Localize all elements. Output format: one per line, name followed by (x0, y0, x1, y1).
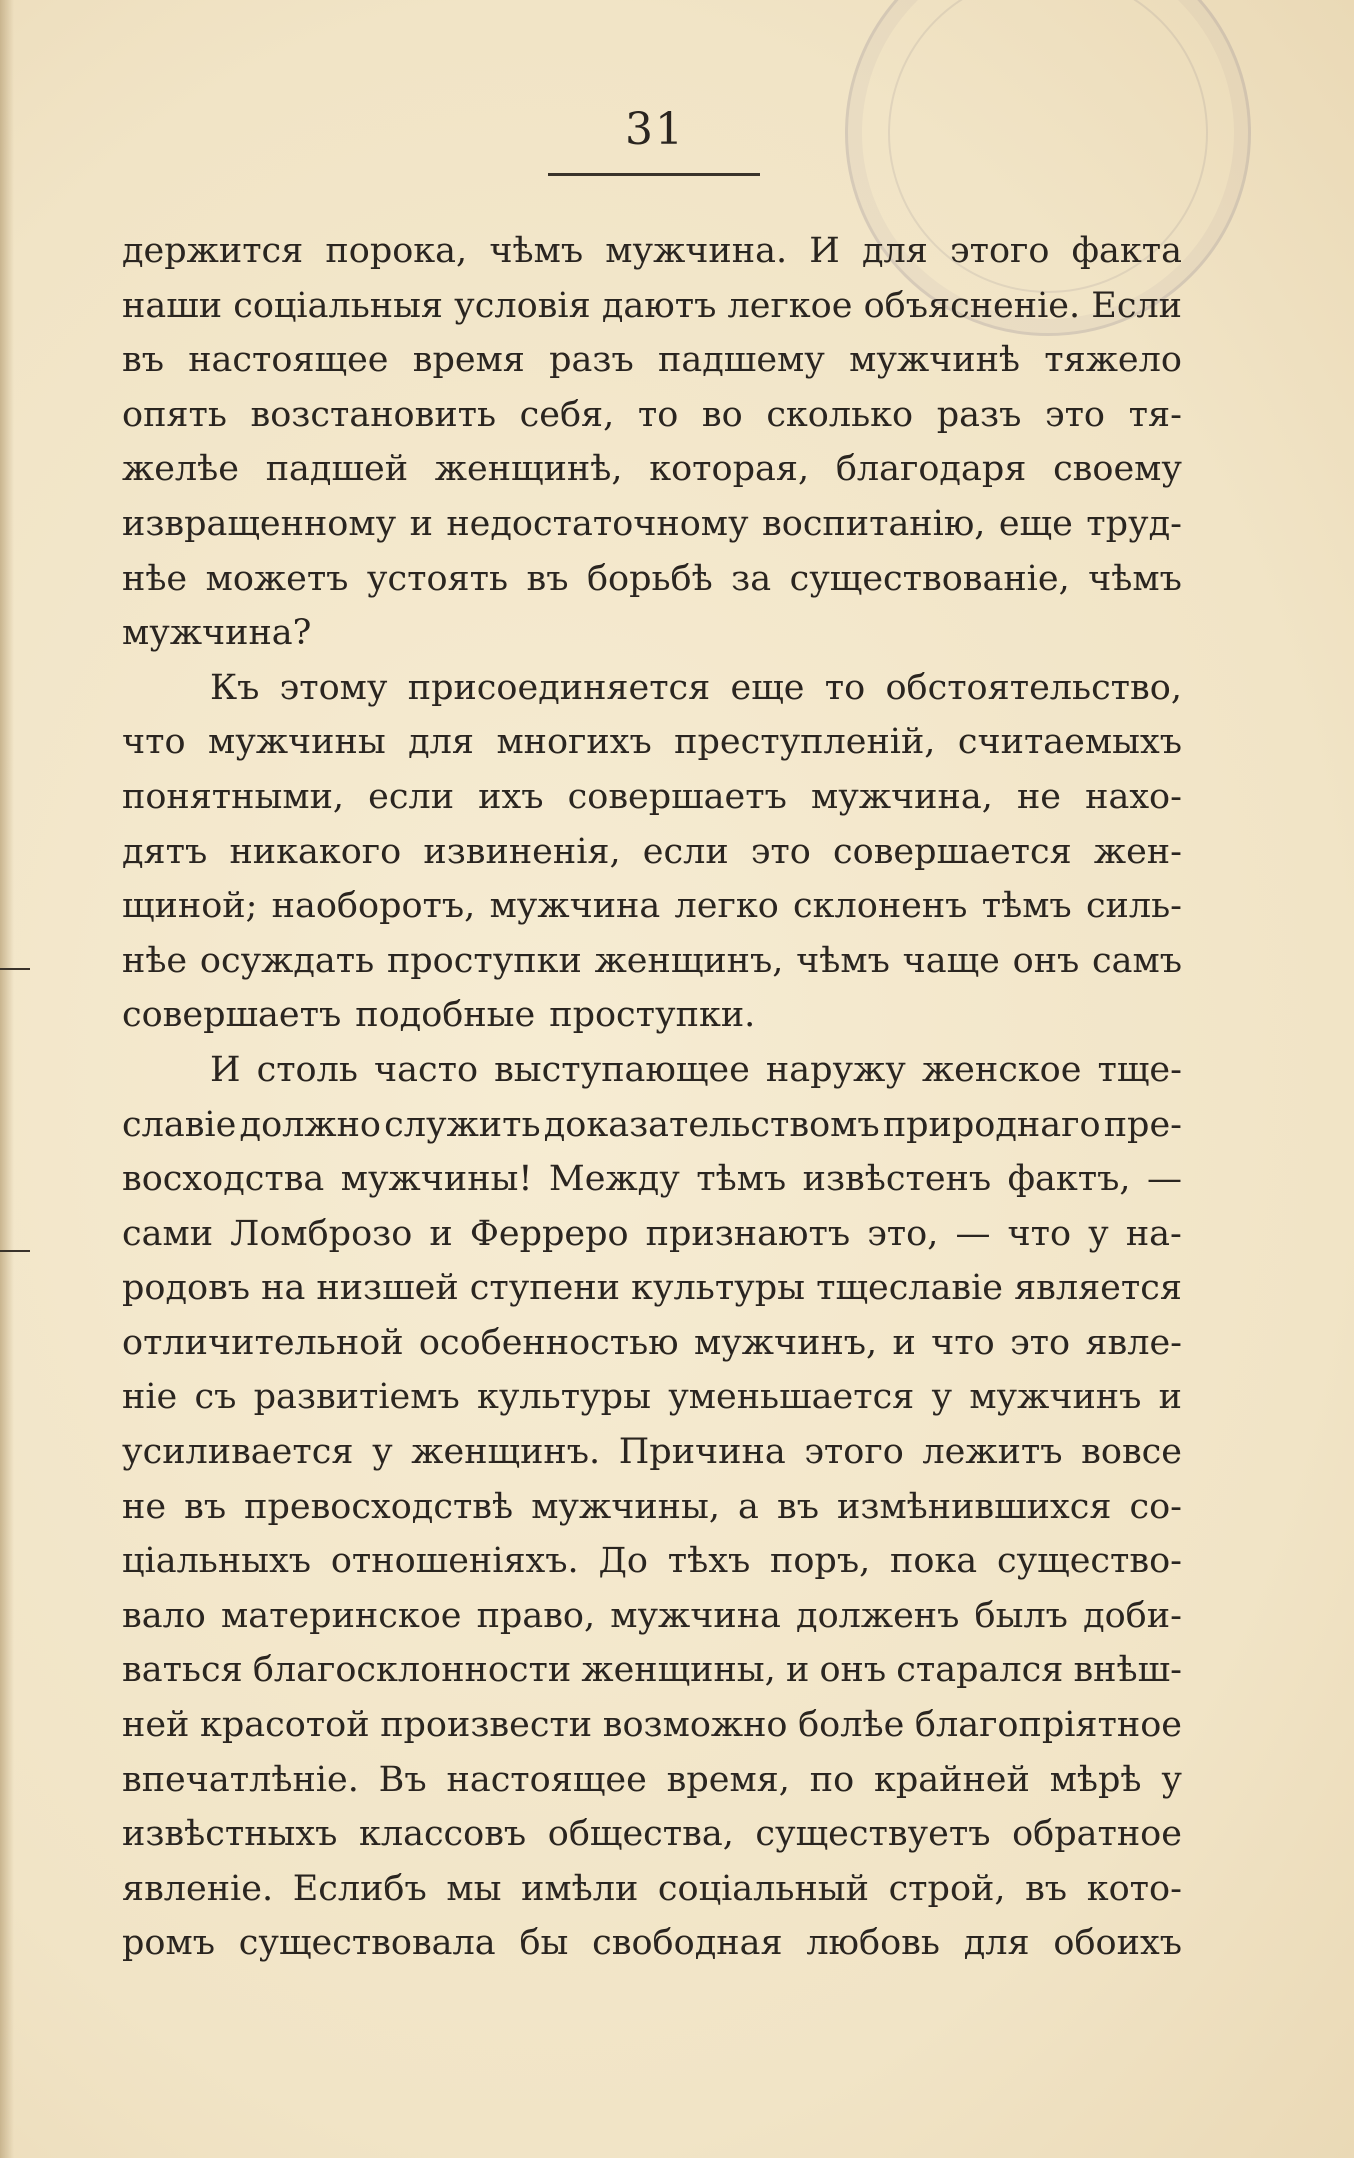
word: ваться (122, 1650, 243, 1691)
word: пре- (1103, 1104, 1182, 1145)
word: мужчинѣ (849, 340, 1021, 381)
word: если (642, 831, 729, 872)
word: Къ (210, 667, 260, 708)
text-line (122, 1425, 1182, 1480)
word: женщины, (581, 1650, 776, 1691)
word: мужчины, (531, 1486, 720, 1527)
text-line (122, 497, 1182, 552)
word: разъ (549, 340, 634, 381)
word: съ (194, 1377, 237, 1418)
word: служить (384, 1104, 541, 1145)
word: и (409, 503, 433, 544)
word: по (809, 1759, 855, 1800)
word: падшей (265, 449, 409, 490)
word: восходства (122, 1159, 325, 1200)
word: извращенному (122, 503, 397, 544)
word: явленіе. (122, 1868, 274, 1909)
word: себя, (519, 394, 615, 435)
text-line (122, 1370, 1182, 1425)
word: Ломброзо (230, 1213, 413, 1254)
text-line (122, 1043, 1182, 1098)
text-line (122, 1316, 1182, 1371)
word: для (861, 231, 928, 271)
word: мужчина. (605, 231, 788, 271)
word: ніе (122, 1377, 178, 1418)
word: внѣш- (1073, 1650, 1182, 1691)
word: дятъ (122, 831, 208, 872)
text-line (122, 1534, 1182, 1589)
word: природнаго (882, 1104, 1101, 1145)
word: время (412, 340, 525, 381)
word: красотой (199, 1705, 370, 1746)
word: еще (998, 503, 1073, 544)
word: на (261, 1268, 306, 1309)
word: тщеславіе (816, 1268, 1004, 1309)
word: своему (1053, 449, 1182, 490)
word: никакого (229, 831, 402, 872)
word: чѣмъ (796, 940, 890, 981)
word: недостаточному (446, 503, 749, 544)
text-line (122, 279, 1182, 334)
word: материнское (221, 1595, 462, 1636)
word: благопріятное (914, 1705, 1182, 1746)
word: соціальныя (233, 285, 444, 326)
word: ней (122, 1705, 190, 1746)
word: этого (804, 1432, 904, 1473)
word: женщинъ. (411, 1432, 601, 1473)
word: уменьшается (668, 1377, 915, 1418)
header-rule (548, 173, 760, 176)
word: ціальныхъ (122, 1541, 312, 1582)
word: разъ (936, 394, 1022, 435)
word: славіе (122, 1104, 237, 1145)
word: еще (730, 667, 805, 708)
body-text (122, 224, 1182, 1971)
word: понятными, (122, 776, 345, 817)
word: возстановить (250, 394, 497, 435)
text-line (122, 1152, 1182, 1207)
word: опять (122, 394, 227, 435)
word: Еслибъ (292, 1868, 427, 1909)
text-line (122, 224, 1182, 279)
word: соціальный (657, 1868, 869, 1909)
word: у (1088, 1213, 1109, 1254)
word: извиненія, (423, 831, 621, 872)
word: что (931, 1322, 995, 1363)
word: мужчина (610, 1595, 781, 1636)
word: тѣмъ (981, 886, 1072, 927)
word: настоящее (446, 1759, 647, 1800)
word: за (731, 558, 772, 599)
word: произвести (380, 1705, 593, 1746)
word: совершаетъ (122, 995, 342, 1036)
word: мужчина? (122, 613, 312, 654)
word: для (963, 1923, 1030, 1964)
word: настоящее (188, 340, 389, 381)
word: благодаря (835, 449, 1027, 490)
word: право, (476, 1595, 596, 1636)
word: старался (896, 1650, 1064, 1691)
text-line (122, 1916, 1182, 1971)
word: факта (1071, 231, 1182, 271)
word: крайней (874, 1759, 1030, 1800)
word: свободная (592, 1923, 783, 1964)
word: у (931, 1377, 953, 1418)
word: пока (890, 1541, 978, 1582)
word: со- (1129, 1486, 1182, 1527)
word: должно (239, 1104, 381, 1145)
word: щиной; (122, 886, 258, 927)
word: труд- (1086, 503, 1182, 544)
word: выступающее (494, 1049, 750, 1090)
word: женское (921, 1049, 1082, 1090)
word: измѣнившихся (837, 1486, 1112, 1527)
word: тѣмъ (696, 1159, 787, 1200)
word: въ (526, 558, 569, 599)
word: мужчина (489, 886, 661, 927)
word: самъ (1092, 940, 1182, 981)
word: этому (279, 667, 388, 708)
text-line (122, 1098, 1182, 1153)
word: культуры (631, 1268, 806, 1309)
word: чѣмъ (1088, 558, 1182, 599)
word: силь- (1085, 886, 1182, 927)
word: явле- (1085, 1322, 1182, 1363)
word: существовала (238, 1923, 496, 1964)
word: мужчины! (340, 1159, 533, 1200)
word: мужчина, (811, 776, 993, 817)
word: въ (122, 340, 164, 381)
word: обоихъ (1053, 1923, 1182, 1964)
word: тѣхъ (667, 1541, 751, 1582)
word: культуры (476, 1377, 651, 1418)
word: — (955, 1213, 991, 1254)
word: кото- (1086, 1868, 1182, 1909)
word: въ (776, 1486, 819, 1527)
word: что (1007, 1213, 1072, 1254)
text-line (122, 715, 1182, 770)
word: легкое (727, 285, 853, 326)
text-line (122, 770, 1182, 825)
word: и (1158, 1377, 1182, 1418)
margin-mark (0, 1250, 30, 1252)
word: столь (256, 1049, 358, 1090)
word: долженъ (796, 1595, 960, 1636)
word: ромъ (122, 1923, 215, 1964)
word: время, (666, 1759, 790, 1800)
text-line (122, 1207, 1182, 1262)
word: этого (950, 231, 1050, 271)
word: имѣли (521, 1868, 639, 1909)
text-line (122, 1261, 1182, 1316)
word: обратное (1012, 1814, 1182, 1855)
word: даютъ (601, 285, 717, 326)
text-line (122, 934, 1182, 989)
word: низшей (316, 1268, 459, 1309)
word: развитіемъ (253, 1377, 460, 1418)
word: тя- (1128, 394, 1182, 435)
text-line (122, 879, 1182, 934)
word: проступки (386, 940, 582, 981)
word: строй, (888, 1868, 1006, 1909)
word: не (1016, 776, 1061, 817)
word: преступленій, (674, 722, 936, 763)
text-line (122, 1480, 1182, 1535)
word: склоненъ (793, 886, 968, 927)
word: на- (1125, 1213, 1182, 1254)
word: доби- (1083, 1595, 1182, 1636)
word: мѣрѣ (1049, 1759, 1142, 1800)
word: наоборотъ, (271, 886, 476, 927)
word: былъ (974, 1595, 1068, 1636)
word: мужчинъ, (693, 1322, 878, 1363)
word: является (1014, 1268, 1182, 1309)
word: устоять (366, 558, 509, 599)
word: условія (454, 285, 591, 326)
word: это (1044, 394, 1106, 435)
word: отличительной (122, 1322, 404, 1363)
word: и (785, 1650, 810, 1691)
word: — (1146, 1159, 1182, 1200)
word: присоединяется (407, 667, 711, 708)
word: жен- (1093, 831, 1182, 872)
word: объясненіе. (863, 285, 1081, 326)
text-line (122, 1589, 1182, 1644)
page-edge-shadow (0, 0, 14, 2158)
text-line (122, 825, 1182, 880)
word: то (637, 394, 679, 435)
word: наши (122, 285, 223, 326)
word: для (408, 722, 474, 763)
word: признаютъ (645, 1213, 851, 1254)
word: а (738, 1486, 759, 1527)
word: И (809, 231, 840, 271)
word: вало (122, 1595, 206, 1636)
word: извѣстныхъ (122, 1814, 338, 1855)
word: бы (519, 1923, 569, 1964)
word: борьбѣ (586, 558, 713, 599)
word: ихъ (478, 776, 544, 817)
word: существо- (996, 1541, 1182, 1582)
word: усиливается (122, 1432, 354, 1473)
word: классовъ (358, 1814, 527, 1855)
word: наружу (765, 1049, 906, 1090)
word: осуждать (199, 940, 375, 981)
word: любовь (806, 1923, 940, 1964)
word: обстоятельство, (885, 667, 1182, 708)
word: проступки. (549, 995, 756, 1036)
text-line (122, 1643, 1182, 1698)
word: возможно (602, 1705, 788, 1746)
word: ступени (469, 1268, 621, 1309)
word: общества, (547, 1814, 734, 1855)
word: онъ (1012, 940, 1080, 981)
word: До (598, 1541, 648, 1582)
word: у (1161, 1759, 1182, 1800)
word: фактъ, (1007, 1159, 1131, 1200)
word: чѣмъ (489, 231, 584, 271)
word: сколько (766, 394, 914, 435)
word: многихъ (496, 722, 652, 763)
word: что (122, 722, 186, 763)
word: падшему (658, 340, 825, 381)
word: мужчины (208, 722, 386, 763)
text-line (122, 333, 1182, 388)
text-line (122, 1753, 1182, 1808)
word: держится (122, 231, 304, 271)
word: И (210, 1049, 241, 1090)
word: онъ (819, 1650, 887, 1691)
word: вовсе (1081, 1432, 1182, 1473)
word: порока, (325, 231, 468, 271)
word: легко (674, 886, 779, 927)
text-line (122, 1807, 1182, 1862)
text-line (122, 388, 1182, 443)
word: лежитъ (922, 1432, 1063, 1473)
word: въ (1025, 1868, 1068, 1909)
word: мы (446, 1868, 502, 1909)
word: отношеніяхъ. (330, 1541, 579, 1582)
word: болѣе (798, 1705, 905, 1746)
word: Если (1091, 285, 1182, 326)
text-line (122, 1698, 1182, 1753)
word: Въ (378, 1759, 427, 1800)
word: впечатлѣніе. (122, 1759, 359, 1800)
word: нѣе (122, 940, 188, 981)
word: это (750, 831, 811, 872)
text-line (122, 552, 1182, 607)
word: мужчинъ (969, 1377, 1142, 1418)
text-line (122, 606, 1182, 661)
text-line (122, 661, 1182, 716)
word: и (429, 1213, 453, 1254)
word: желѣе (122, 449, 239, 490)
margin-mark (0, 968, 30, 970)
word: женщинъ, (594, 940, 784, 981)
word: Между (548, 1159, 680, 1200)
word: благосклонности (252, 1650, 572, 1691)
word: если (368, 776, 455, 817)
word: чаще (902, 940, 1000, 981)
word: извѣстенъ (802, 1159, 992, 1200)
word: тяжело (1044, 340, 1182, 381)
page-number: 31 (625, 104, 685, 155)
word: это, (867, 1213, 939, 1254)
word: то (824, 667, 866, 708)
word: не (122, 1486, 167, 1527)
word: Ферреро (469, 1213, 629, 1254)
word: сами (122, 1213, 214, 1254)
word: которая, (649, 449, 810, 490)
word: и (892, 1322, 916, 1363)
word: часто (373, 1049, 479, 1090)
word: у (372, 1432, 393, 1473)
text-line (122, 988, 1182, 1043)
word: тще- (1097, 1049, 1182, 1090)
word: совершаетъ (567, 776, 787, 817)
word: особенностью (418, 1322, 679, 1363)
word: нѣе (122, 558, 188, 599)
word: въ (184, 1486, 227, 1527)
word: поръ, (770, 1541, 871, 1582)
word: существованіе, (789, 558, 1070, 599)
word: родовъ (122, 1268, 251, 1309)
word: подобные (355, 995, 536, 1036)
word: совершается (833, 831, 1072, 872)
text-line (122, 1862, 1182, 1917)
word: во (701, 394, 743, 435)
word: можетъ (205, 558, 349, 599)
word: Причина (618, 1432, 786, 1473)
word: нахо- (1085, 776, 1182, 817)
word: женщинѣ, (434, 449, 623, 490)
text-line (122, 442, 1182, 497)
word: воспитанію, (762, 503, 986, 544)
word: это (1010, 1322, 1071, 1363)
word: считаемыхъ (957, 722, 1182, 763)
word: доказательствомъ (543, 1104, 880, 1145)
word: превосходствѣ (244, 1486, 514, 1527)
word: существуетъ (755, 1814, 991, 1855)
